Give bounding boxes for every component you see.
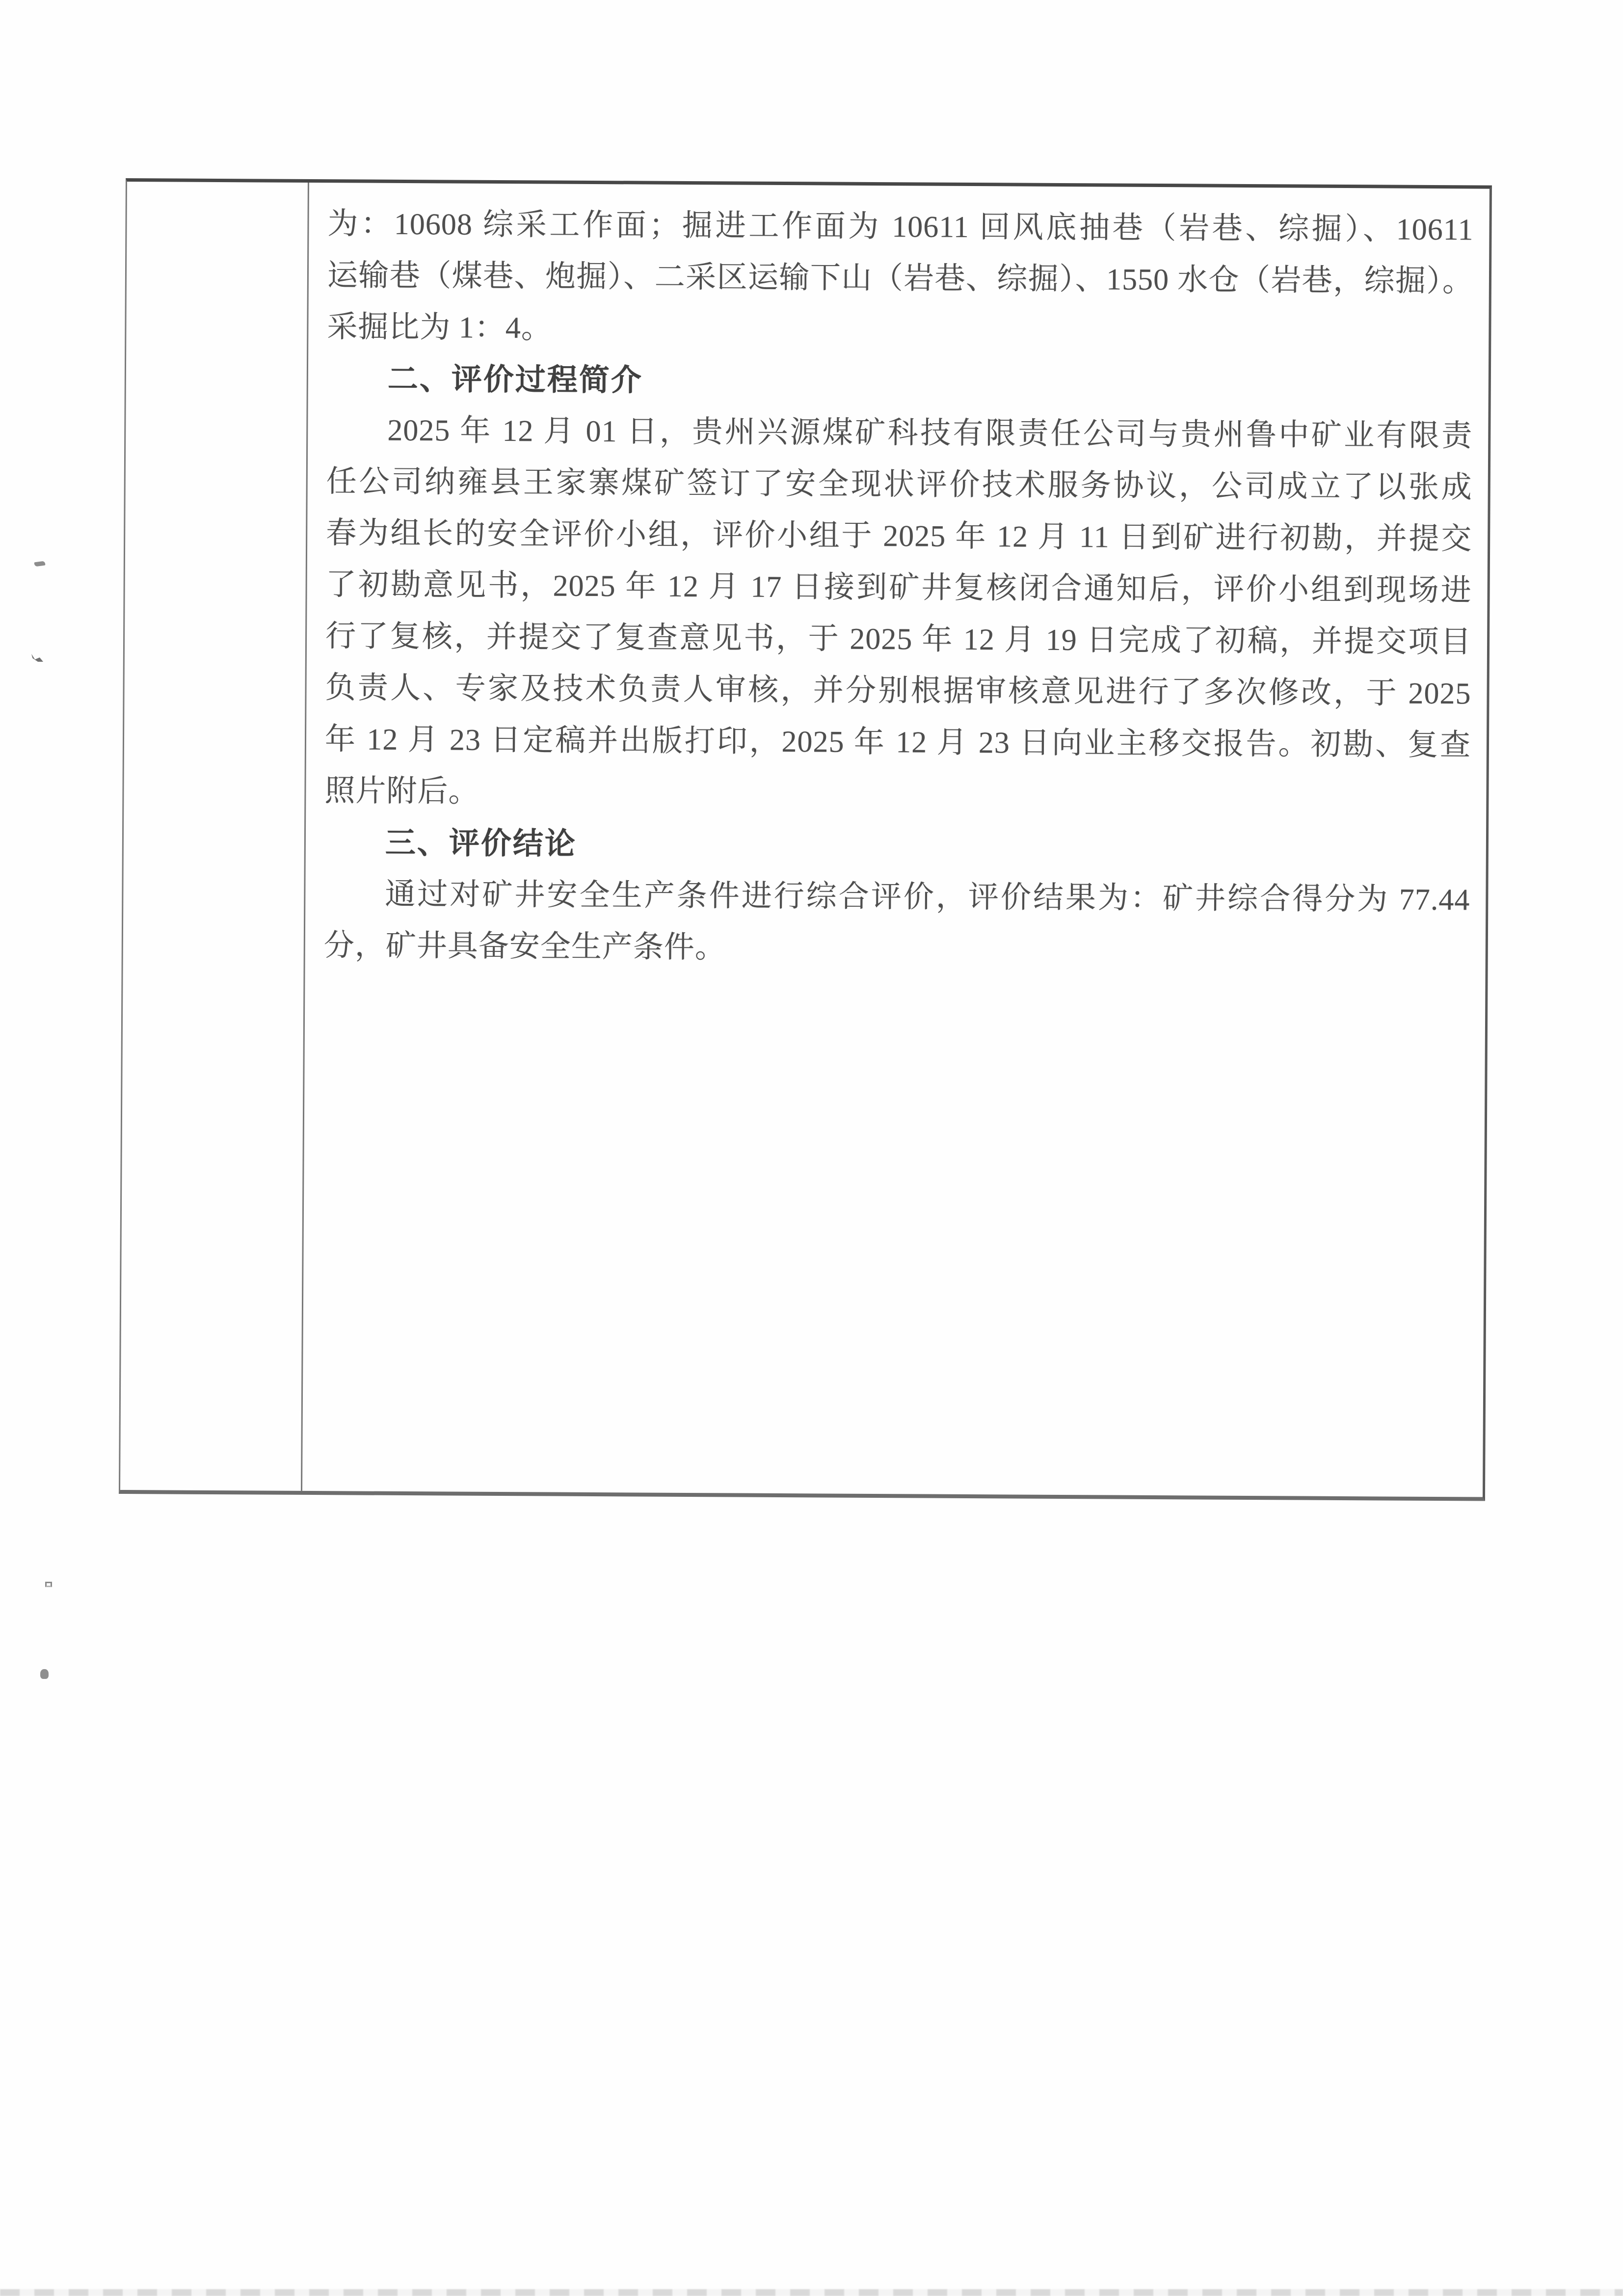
- heading-evaluation-conclusion: 三、评价结论: [385, 826, 577, 861]
- text-line: 负责人、专家及技术负责人审核，并分别根据审核意见进行了多次修改，于 2025: [325, 671, 1471, 711]
- text-line: 2025 年 12 月 01 日，贵州兴源煤矿科技有限责任公司与贵州鲁中矿业有限责: [387, 413, 1473, 453]
- scan-speck: [45, 1582, 52, 1587]
- text-line: 运输巷（煤巷、炮掘）、二采区运输下山（岩巷、综掘）、1550 水仓（岩巷，综掘）。: [327, 259, 1474, 298]
- scan-speck: [34, 561, 45, 567]
- text-line: 照片附后。: [324, 774, 479, 809]
- text-line: 通过对矿井安全生产条件进行综合评价，评价结果为：矿井综合得分为 77.44: [385, 877, 1470, 917]
- text-line: 为：10608 综采工作面；掘进工作面为 10611 回风底抽巷（岩巷、综掘）、10611: [327, 207, 1474, 247]
- text-line: 行了复核，并提交了复查意见书，于 2025 年 12 月 19 日完成了初稿，并提交项目: [325, 620, 1472, 659]
- scan-edge-shadow: [0, 2289, 1623, 2296]
- scan-speck: [31, 654, 43, 662]
- text-line: 年 12 月 23 日定稿并出版打印，2025 年 12 月 23 日向业主移交报告。初勘、复查: [324, 723, 1471, 762]
- scan-speck: [40, 1669, 49, 1679]
- text-line: 分，矿井具备安全生产条件。: [323, 929, 726, 965]
- text-line: 采掘比为 1：4。: [327, 310, 553, 345]
- heading-evaluation-process: 二、评价过程简介: [387, 362, 643, 398]
- evaluation-report-table: [119, 178, 1492, 1501]
- text-line: 春为组长的安全评价小组，评价小组于 2025 年 12 月 11 日到矿进行初勘，并提交: [326, 516, 1472, 556]
- table-left-cell: [120, 182, 309, 1491]
- table-content-cell: [302, 183, 1490, 1497]
- text-line: 任公司纳雍县王家寨煤矿签订了安全现状评价技术服务协议，公司成立了以张成: [326, 465, 1472, 505]
- text-line: 了初勘意见书，2025 年 12 月 17 日接到矿井复核闭合通知后，评价小组到现场进: [325, 568, 1472, 608]
